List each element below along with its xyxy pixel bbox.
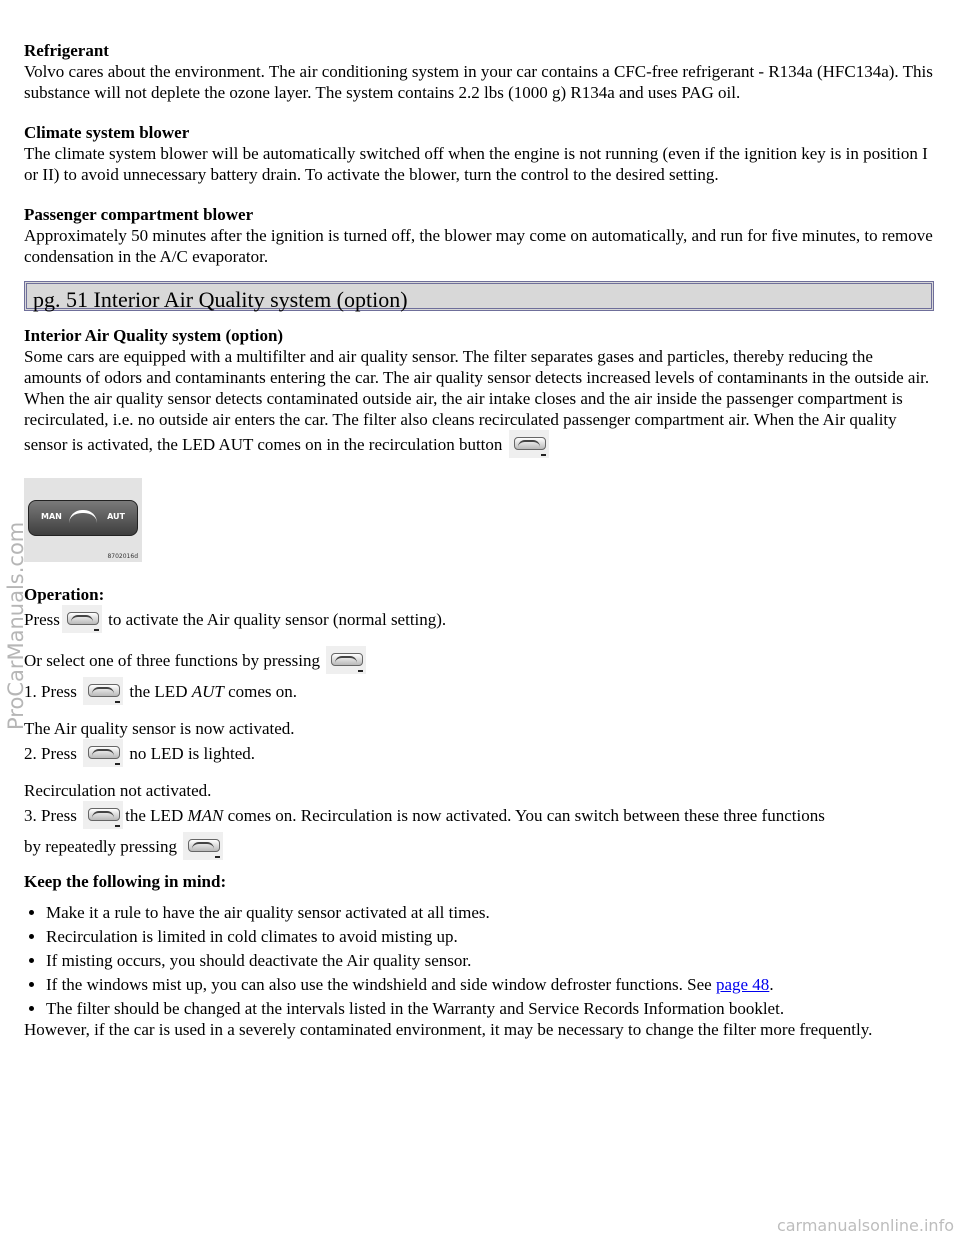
section-banner: pg. 51 Interior Air Quality system (option) [24,281,934,311]
keep-in-mind-list [24,902,934,1019]
step-3-continued [24,832,934,856]
image-code: 8702016d [107,553,138,560]
led-man: MAN [187,806,224,825]
list-item: • If the windows mist up, you can also use the windshield and side window defroster functions. See page 48. [46,974,934,995]
section-refrigerant [24,40,934,103]
recirculation-button-icon [83,739,123,767]
step1-after: The Air quality sensor is now activated. [24,719,295,738]
climate-blower-heading: Climate system blower [24,123,190,142]
step3-text-end: comes on. Recirculation is now activated. You can switch between these three functions [227,806,825,825]
section-operation [24,584,934,856]
recirculation-panel-icon [28,500,138,536]
section-passenger-blower [24,204,934,267]
step2-label: 2. Press [24,744,77,763]
panel-label-aut: AUT [107,512,125,521]
step1-text-end: comes on. [228,682,298,701]
step2-text: no LED is lighted. [129,744,256,763]
operation-press-line [24,605,934,629]
refrigerant-heading: Refrigerant [24,41,109,60]
list-item: • Recirculation is limited in cold climates to avoid misting up. [46,926,934,947]
operation-select-line [24,646,934,670]
list-item: • Make it a rule to have the air quality sensor activated at all times. [46,902,934,923]
recirculation-button-icon [83,801,123,829]
step1-text: the LED [129,682,188,701]
refrigerant-text: Volvo cares about the environment. The air conditioning system in your car contains a CFC-free refrigerant - R134a (HFC134a). This substance will not deplete the ozone layer. The system contains 2.2 lbs (1000 g) R134a and uses PAG oil. [24,62,933,102]
select-text: Or select one of three functions by pressing [24,651,320,670]
passenger-blower-text: Approximately 50 minutes after the ignition is turned off, the blower may come on automatically, and run for five minutes, to remove condensation in the A/C evaporator. [24,226,933,266]
list-item: • If misting occurs, you should deactivate the Air quality sensor. [46,950,934,971]
watermark-left: ProCarManuals.com [4,521,28,730]
iaq-heading: Interior Air Quality system (option) [24,326,284,345]
recirculation-button-icon [183,832,223,860]
operation-heading: Operation: [24,585,105,604]
recirculation-button-icon [509,430,549,458]
press-rest: to activate the Air quality sensor (normal setting). [108,610,447,629]
led-aut: AUT [191,682,224,701]
press-word: Press [24,610,60,629]
car-recirculation-icon [69,510,97,523]
keep-in-mind-heading: Keep the following in mind: [24,872,227,891]
page-48-link[interactable]: page 48 [715,975,770,994]
step-2 [24,739,934,763]
section-climate-blower [24,122,934,185]
iaq-body: Some cars are equipped with a multifilter and air quality sensor. The filter separates gases and particles, thereby reducing the amounts of odors and contaminants entering the car. The air quality sensor detects increased levels of contaminants in the outside air. When the air quality sensor detects contaminated outside air, the air intake closes and the air inside the passenger compartment is recirculated, i.e. no outside air enters the car. The filter also cleans recirculated passenger compartment air. When the Air quality sensor is activated, the LED AUT comes on in the recirculation button [24,347,930,454]
step3-repeat-text: by repeatedly pressing [24,837,177,856]
recirculation-button-icon [62,605,102,633]
recirculation-button-icon [326,646,366,674]
watermark-bottom: carmanualsonline.info [776,1216,954,1235]
list-item: • The filter should be changed at the intervals listed in the Warranty and Service Records Information booklet. [46,998,934,1019]
keep-in-mind-final: However, if the car is used in a severely contaminated environment, it may be necessary to change the filter more frequently. [24,1020,873,1039]
panel-label-man: MAN [41,512,62,521]
recirculation-panel-image [24,478,142,562]
step3-text: the LED [125,806,184,825]
recirculation-button-icon [83,677,123,705]
step3-label: 3. Press [24,806,77,825]
step-1 [24,677,934,701]
section-keep-in-mind [24,871,934,1040]
section-iaq [24,325,934,458]
step-3 [24,801,934,825]
iaq-text [24,346,934,458]
passenger-blower-heading: Passenger compartment blower [24,205,254,224]
step2-after: Recirculation not activated. [24,781,212,800]
climate-blower-text: The climate system blower will be automatically switched off when the engine is not running (even if the ignition key is in position I or II) to avoid unnecessary battery drain. To activate the blower, turn the control to the desired setting. [24,144,928,184]
step1-label: 1. Press [24,682,77,701]
manual-page [24,40,934,1040]
bullet4-text: If the windows mist up, you can also use the windshield and side window defroster functions. See [46,975,712,994]
